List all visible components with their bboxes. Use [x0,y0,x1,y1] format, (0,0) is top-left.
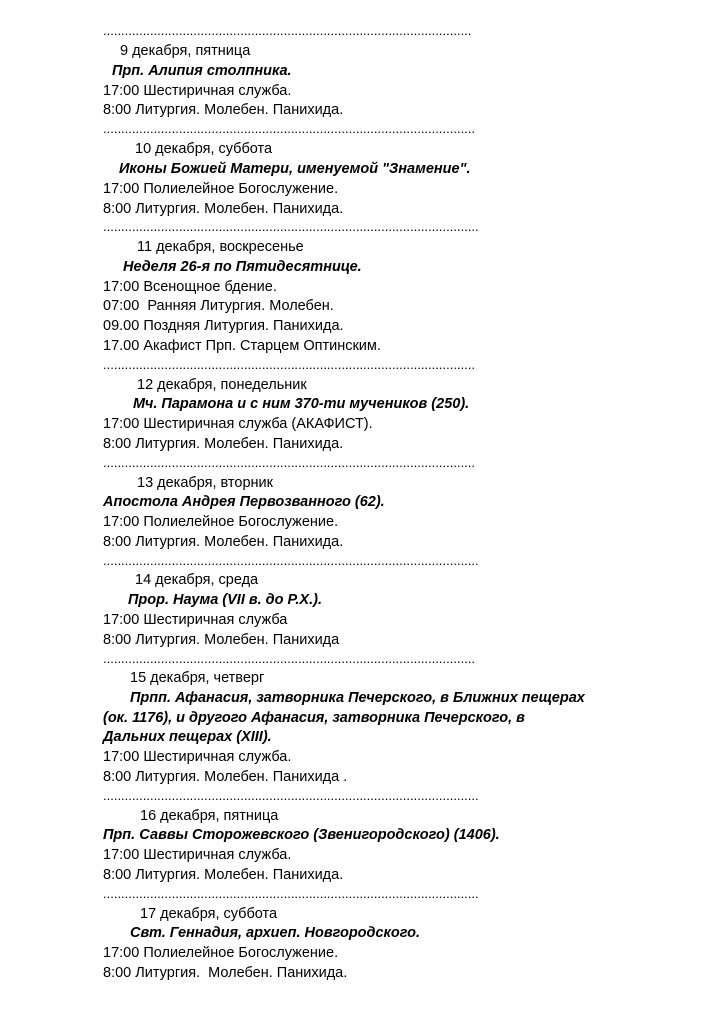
service-line: 8:00 Литургия. Молебен. Панихида . [103,769,348,785]
date-heading: 13 декабря, вторник [137,475,273,491]
service-line: 8:00 Литургия. Молебен. Панихида. [103,436,344,452]
date-heading: 10 декабря, суббота [135,141,273,157]
separator: ........................................................................................................ [103,886,479,901]
service-line: 8:00 Литургия. Молебен. Панихида. [103,867,344,883]
separator: ........................................................................................................ [103,553,479,568]
separator: ........................................................................................................ [103,219,479,234]
service-line: 17:00 Всенощное бдение. [103,279,277,295]
service-line: 17:00 Шестиричная служба. [103,847,292,863]
separator: ...................................................................................................... [103,23,472,38]
service-line: 17:00 Полиелейное Богослужение. [103,181,339,197]
feast-title: Мч. Парамона и с ним 370-ти мучеников (250). [133,396,470,412]
separator: ....................................................................................................... [103,455,476,470]
feast-title: Свт. Геннадия, архиеп. Новгородского. [130,925,421,941]
date-heading: 16 декабря, пятница [140,808,279,824]
feast-title: Апостола Андрея Первозванного (62). [103,494,385,510]
feast-title: Прп. Алипия столпника. [112,63,292,79]
feast-title: Прпп. Афанасия, затворника Печерского, в Ближних пещерах [130,690,585,706]
service-line: 8:00 Литургия. Молебен. Панихида. [103,102,344,118]
date-heading: 14 декабря, среда [135,572,259,588]
service-line: 17:00 Полиелейное Богослужение. [103,514,339,530]
separator: ....................................................................................................... [103,121,476,136]
service-line: 8:00 Литургия. Молебен. Панихида [103,632,340,648]
service-line: 17:00 Шестиричная служба. [103,83,292,99]
service-line: 8:00 Литургия. Молебен. Панихида. [103,201,344,217]
service-line: 8:00 Литургия. Молебен. Панихида. [103,965,348,981]
service-line: 17.00 Акафист Прп. Старцем Оптинским. [103,338,381,354]
service-line: 07:00 Ранняя Литургия. Молебен. [103,298,334,314]
service-line: 09.00 Поздняя Литургия. Панихида. [103,318,344,334]
service-line: 8:00 Литургия. Молебен. Панихида. [103,534,344,550]
service-line: 17:00 Шестиричная служба [103,612,288,628]
service-line: 17:00 Шестиричная служба. [103,749,292,765]
separator: ....................................................................................................... [103,357,476,372]
feast-title: Дальних пещерах (XIII). [103,729,272,745]
date-heading: 17 декабря, суббота [140,906,278,922]
feast-title: Прор. Наума (VII в. до Р.Х.). [128,592,322,608]
feast-title: Неделя 26-я по Пятидесятнице. [123,259,362,275]
date-heading: 11 декабря, воскресенье [137,239,304,255]
date-heading: 9 декабря, пятница [120,43,251,59]
date-heading: 15 декабря, четверг [130,670,265,686]
feast-title: (ок. 1176), и другого Афанасия, затворника Печерского, в [103,710,525,726]
feast-title: Иконы Божией Матери, именуемой "Знамение". [119,161,471,177]
service-line: 17:00 Шестиричная служба (АКАФИСТ). [103,416,373,432]
separator: ....................................................................................................... [103,651,476,666]
feast-title: Прп. Саввы Сторожевского (Звенигородского) (1406). [103,827,500,843]
separator: ........................................................................................................ [103,788,479,803]
service-line: 17:00 Полиелейное Богослужение. [103,945,339,961]
date-heading: 12 декабря, понедельник [137,377,307,393]
